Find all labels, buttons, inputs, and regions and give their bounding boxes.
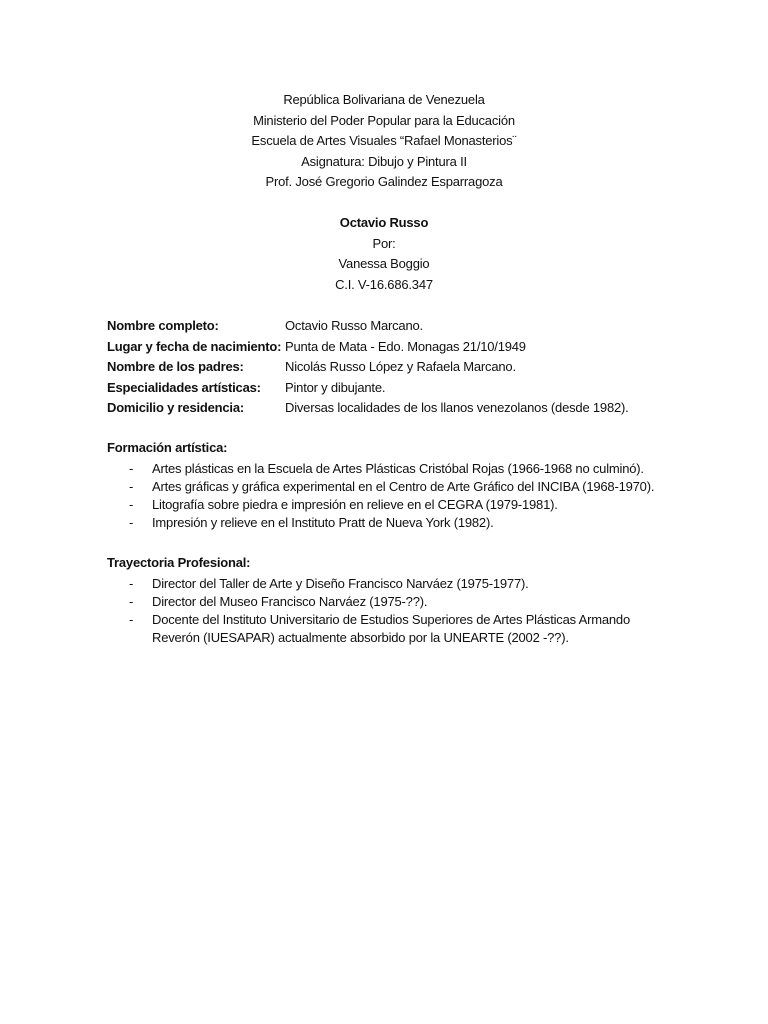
list-item xyxy=(107,478,667,496)
formacion-heading: Formación artística: xyxy=(107,440,228,455)
bullet-dash: - xyxy=(129,593,134,609)
info-value: Pintor y dibujante. xyxy=(285,379,386,395)
info-label: Domicilio y residencia: xyxy=(107,400,245,415)
list-item xyxy=(107,593,667,611)
header-line-subject: Asignatura: Dibujo y Pintura II xyxy=(301,153,467,169)
trayectoria-section xyxy=(107,553,667,647)
trayectoria-list xyxy=(107,575,667,647)
info-value: Punta de Mata - Edo. Monagas 21/10/1949 xyxy=(285,338,526,354)
info-value: Nicolás Russo López y Rafaela Marcano. xyxy=(285,359,516,374)
list-item-text: Litografía sobre piedra e impresión en relieve en el CEGRA (1979-1981). xyxy=(152,496,558,512)
bullet-dash: - xyxy=(129,611,134,627)
info-label: Especialidades artísticas: xyxy=(107,379,261,395)
info-label: Lugar y fecha de nacimiento: xyxy=(107,338,282,354)
header-line-professor: Prof. José Gregorio Galindez Esparragoza xyxy=(265,174,503,189)
list-item-text: Director del Taller de Arte y Diseño Francisco Narváez (1975-1977). xyxy=(152,575,529,591)
info-label: Nombre completo: xyxy=(107,318,219,333)
header-line-school: Escuela de Artes Visuales “Rafael Monasterios¨ xyxy=(251,133,517,148)
bullet-dash: - xyxy=(129,460,134,476)
document-title: Octavio Russo xyxy=(339,215,429,230)
list-item-text: Impresión y relieve en el Instituto Pratt de Nueva York (1982). xyxy=(152,514,494,530)
list-item xyxy=(107,575,667,593)
info-row xyxy=(107,316,707,337)
trayectoria-heading: Trayectoria Profesional: xyxy=(107,555,251,570)
header-line-ministry: Ministerio del Poder Popular para la Educación xyxy=(253,112,515,128)
list-item-text: Artes gráficas y gráfica experimental en el Centro de Arte Gráfico del INCIBA (1968-1970). xyxy=(152,478,655,494)
list-item-text: Docente del Instituto Universitario de Estudios Superiores de Artes Plásticas Armando Reverón (IUESAPAR) actualmente absorbido por la UNEARTE (2002 -??). xyxy=(152,611,630,645)
title-block xyxy=(0,213,768,295)
list-item xyxy=(107,514,667,532)
author-id-number: C.I. V-16.686.347 xyxy=(335,276,433,292)
list-item xyxy=(107,611,667,647)
bullet-dash: - xyxy=(129,575,134,591)
personal-info xyxy=(107,316,707,419)
by-label: Por: xyxy=(372,235,396,251)
formacion-section xyxy=(107,438,667,532)
info-row xyxy=(107,378,707,399)
list-item xyxy=(107,496,667,514)
list-item-text: Director del Museo Francisco Narváez (1975-??). xyxy=(152,593,428,609)
list-item-text: Artes plásticas en la Escuela de Artes Plásticas Cristóbal Rojas (1966-1968 no culminó). xyxy=(152,460,644,476)
author-name: Vanessa Boggio xyxy=(338,256,430,271)
institution-header xyxy=(0,90,768,193)
info-label: Nombre de los padres: xyxy=(107,359,244,374)
info-row xyxy=(107,337,707,358)
bullet-dash: - xyxy=(129,478,134,494)
info-value: Diversas localidades de los llanos venezolanos (desde 1982). xyxy=(285,400,629,415)
bullet-dash: - xyxy=(129,514,134,530)
header-line-country: República Bolivariana de Venezuela xyxy=(283,92,485,107)
bullet-dash: - xyxy=(129,496,134,512)
info-row xyxy=(107,357,707,378)
info-row xyxy=(107,398,707,419)
list-item xyxy=(107,460,667,478)
formacion-list xyxy=(107,460,667,532)
info-value: Octavio Russo Marcano. xyxy=(285,318,423,333)
